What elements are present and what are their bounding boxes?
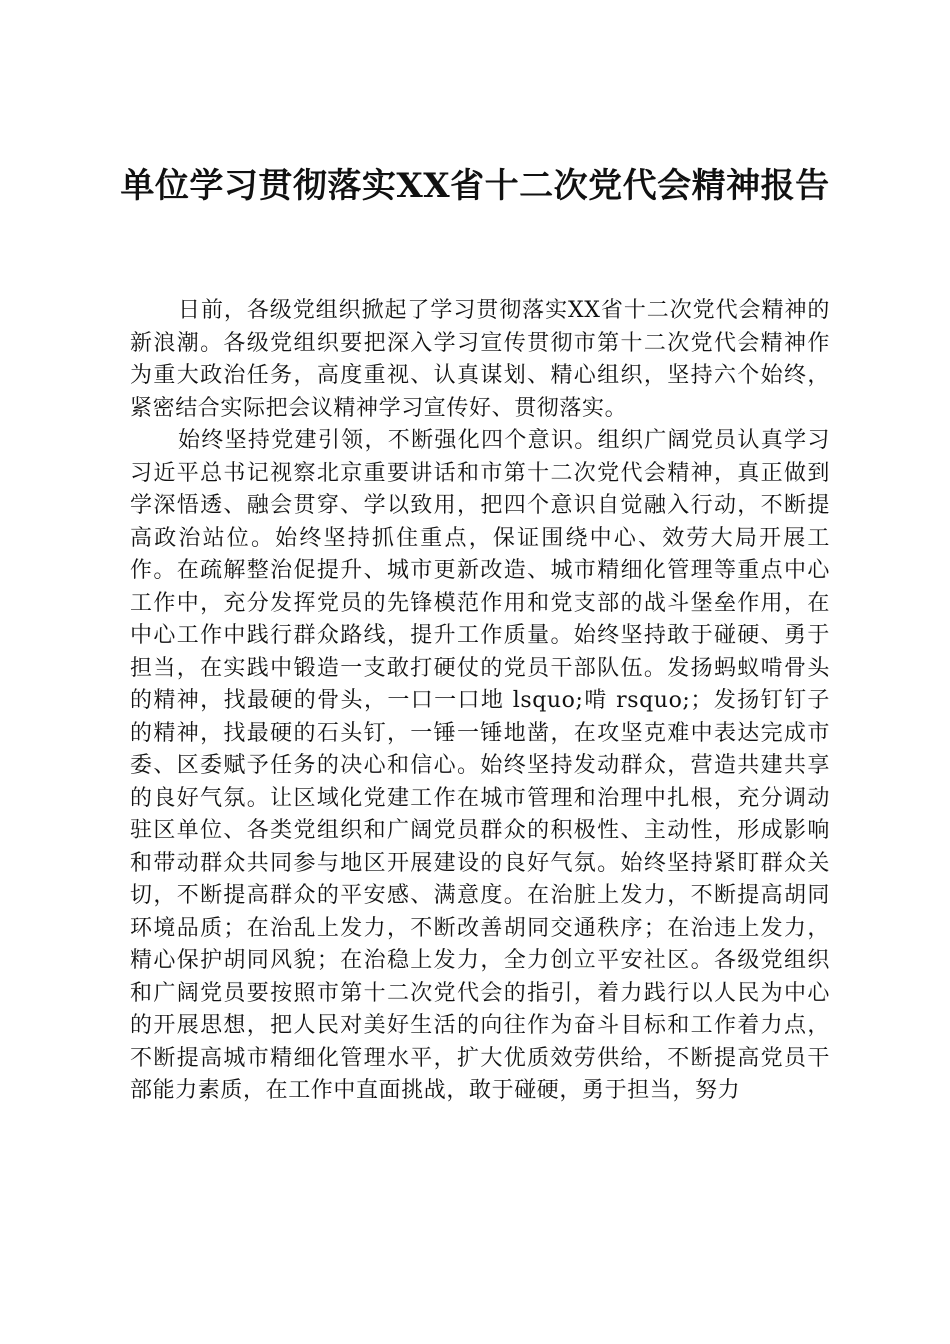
document-title: 单位学习贯彻落实XX省十二次党代会精神报告 [120,166,830,206]
paragraph-intro: 日前，各级党组织掀起了学习贯彻落实XX省十二次党代会精神的新浪潮。各级党组织要把深入学习宣传贯彻市第十二次党代会精神作为重大政治任务，高度重视、认真谋划、精心组织，坚持六个始终，紧密结合实际把会议精神学习宣传好、贯彻落实。 [130,298,830,421]
paragraph-main: 始终坚持党建引领，不断强化四个意识。组织广阔党员认真学习习近平总书记视察北京重要讲话和市第十二次党代会精神，真正做到学深悟透、融会贯穿、学以致用，把四个意识自觉融入行动，不断提高政治站位。始终坚持抓住重点，保证围绕中心、效劳大局开展工作。在疏解整治促提升、城市更新改造、城市精细化管理等重点中心工作中，充分发挥党员的先锋模范作用和党支部的战斗堡垒作用，在中心工作中践行群众路线，提升工作质量。始终坚持敢于碰硬、勇于担当，在实践中锻造一支敢打硬仗的党员干部队伍。发扬蚂蚁啃骨头的精神，找最硬的骨头，一口一口地 lsquo;啃 rsquo;；发扬钉钉子的精神，找最硬的石头钉，一锤一锤地凿，在攻坚克难中表达完成市委、区委赋予任务的决心和信心。始终坚持发动群众，营造共建共享的良好气氛。让区域化党建工作在城市管理和治理中扎根，充分调动驻区单位、各类党组织和广阔党员群众的积极性、主动性，形成影响和带动群众共同参与地区开展建设的良好气氛。始终坚持紧盯群众关切，不断提高群众的平安感、满意度。在治脏上发力，不断提高胡同环境品质；在治乱上发力，不断改善胡同交通秩序；在治违上发力，精心保护胡同风貌；在治稳上发力，全力创立平安社区。各级党组织和广阔党员要按照市第十二次党代会的指引，着力践行以人民为中心的开展思想，把人民对美好生活的向往作为奋斗目标和工作着力点，不断提高城市精细化管理水平，扩大优质效劳供给，不断提高党员干部能力素质，在工作中直面挑战，敢于碰硬，勇于担当，努力 [130,428,830,1103]
document-body [130,295,830,1108]
